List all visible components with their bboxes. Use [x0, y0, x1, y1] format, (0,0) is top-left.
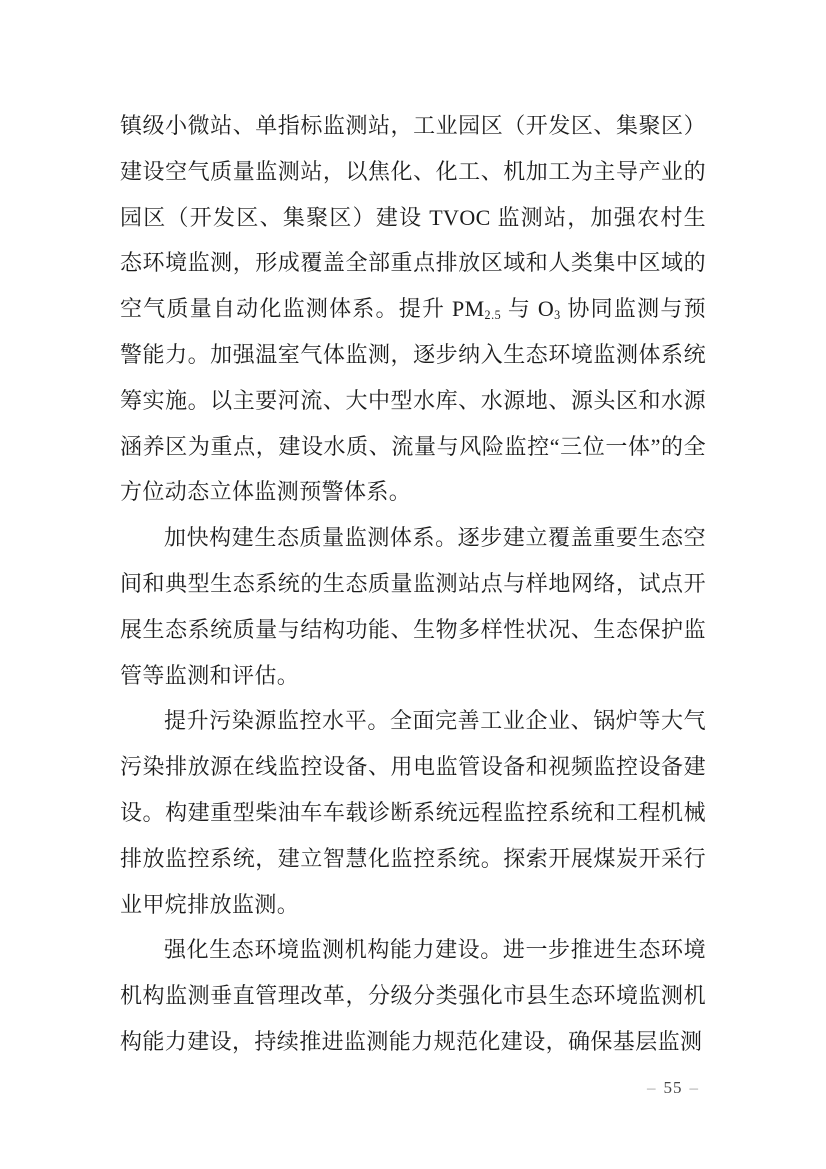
- page-number-right-dash: –: [689, 1078, 699, 1097]
- paragraph: [120, 515, 706, 698]
- page-number: [640, 1078, 706, 1098]
- paragraph-text: 强化生态环境监测机构能力建设。进一步推进生态环境机构监测垂直管理改革，分级分类强化市县生态环境监测机构能力建设，持续推进监测能力规范化建设，确保基层监测: [120, 937, 706, 1054]
- page-number-left-dash: –: [647, 1078, 657, 1097]
- paragraph-text: 镇级小微站、单指标监测站，工业园区（开发区、集聚区）建设空气质量监测站，以焦化、化工、机加工为主导产业的园区（开发区、集聚区）建设 TVOC 监测站，加强农村生态环境监测，形成覆盖全部重点排放区域和人类集中区域的空气质量自动化监测体系。提升 PM: [120, 113, 706, 322]
- subscript-text: 2.5: [484, 308, 502, 323]
- paragraph: [120, 103, 706, 515]
- paragraph-text: 加快构建生态质量监测体系。逐步建立覆盖重要生态空间和典型生态系统的生态质量监测站点与样地网络，试点开展生态系统质量与结构功能、生物多样性状况、生态保护监管等监测和评估。: [120, 525, 706, 688]
- paragraph: [120, 927, 706, 1064]
- paragraph: [120, 698, 706, 927]
- document-body: [120, 103, 706, 1065]
- paragraph-text: 协同监测与预警能力。加强温室气体监测，逐步纳入生态环境监测体系统筹实施。以主要河流、大中型水库、水源地、源头区和水源涵养区为重点，建设水质、流量与风险监控“三位一体”的全方位动态立体监测预警体系。: [120, 296, 706, 505]
- subscript-text: 3: [554, 308, 561, 323]
- paragraph-text: 提升污染源监控水平。全面完善工业企业、锅炉等大气污染排放源在线监控设备、用电监管设备和视频监控设备建设。构建重型柴油车车载诊断系统远程监控系统和工程机械排放监控系统，建立智慧化监控系统。探索开展煤炭开采行业甲烷排放监测。: [120, 708, 706, 917]
- page-number-value: 55: [663, 1078, 683, 1097]
- paragraph-text: 与 O: [501, 296, 555, 322]
